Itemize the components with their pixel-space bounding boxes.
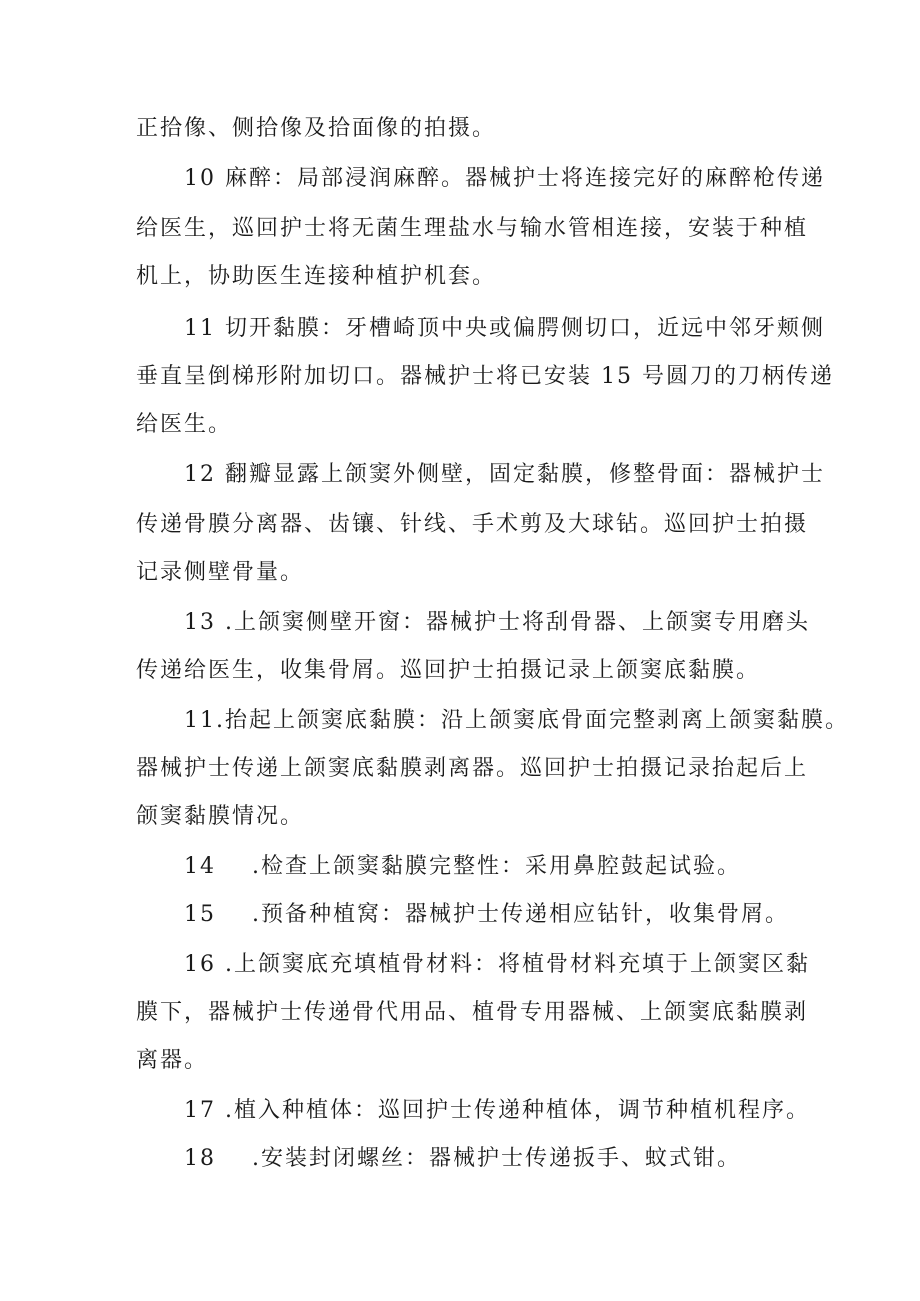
paragraph-14: 14 .检查上颌窦黏膜完整性：采用鼻腔鼓起试验。 xyxy=(184,854,741,879)
paragraph-12-start: 12 翻瓣显露上颌窦外侧壁，固定黏膜，修整骨面：器械护士 xyxy=(184,462,825,487)
paragraph-11b-start: 11.抬起上颌窦底黏膜：沿上颌窦底骨面完整剥离上颌窦黏膜。 xyxy=(184,708,849,733)
text-line: 离器。 xyxy=(136,1048,209,1073)
paragraph-13-start: 13 .上颌窦侧壁开窗：器械护士将刮骨器、上颌窦专用磨头 xyxy=(184,610,810,635)
text-line: 机上，协助医生连接种植护机套。 xyxy=(136,264,497,289)
paragraph-15: 15 .预备种植窝：器械护士传递相应钻针，收集骨屑。 xyxy=(184,902,789,927)
text-line: 传递骨膜分离器、齿镶、针线、手术剪及大球钻。巡回护士拍摄 xyxy=(136,512,809,537)
text-line: 给医生，巡回护士将无菌生理盐水与输水管相连接，安装于种植 xyxy=(136,216,809,241)
paragraph-11-start: 11 切开黏膜：牙槽崎顶中央或偏腭侧切口，近远中邻牙颊侧 xyxy=(184,316,825,341)
text-line: 正拾像、侧拾像及拾面像的拍摄。 xyxy=(136,116,497,141)
text-line: 颌窦黏膜情况。 xyxy=(136,804,305,829)
paragraph-17: 17 .植入种植体：巡回护士传递种植体，调节种植机程序。 xyxy=(184,1098,810,1123)
paragraph-18: 18 .安装封闭螺丝：器械护士传递扳手、蚊式钳。 xyxy=(184,1146,741,1171)
text-line: 传递给医生，收集骨屑。巡回护士拍摄记录上颌窦底黏膜。 xyxy=(136,658,761,683)
text-line: 垂直呈倒梯形附加切口。器械护士将已安装 15 号圆刀的刀柄传递 xyxy=(136,364,834,389)
text-line: 记录侧壁骨量。 xyxy=(136,560,305,585)
text-line: 给医生。 xyxy=(136,412,233,437)
paragraph-16-start: 16 .上颌窦底充填植骨材料：将植骨材料充填于上颌窦区黏 xyxy=(184,952,810,977)
paragraph-10-start: 10 麻醉：局部浸润麻醉。器械护士将连接完好的麻醉枪传递 xyxy=(184,166,825,191)
text-line: 器械护士传递上颌窦底黏膜剥离器。巡回护士拍摄记录抬起后上 xyxy=(136,756,809,781)
text-line: 膜下，器械护士传递骨代用品、植骨专用器械、上颌窦底黏膜剥 xyxy=(136,1000,809,1025)
